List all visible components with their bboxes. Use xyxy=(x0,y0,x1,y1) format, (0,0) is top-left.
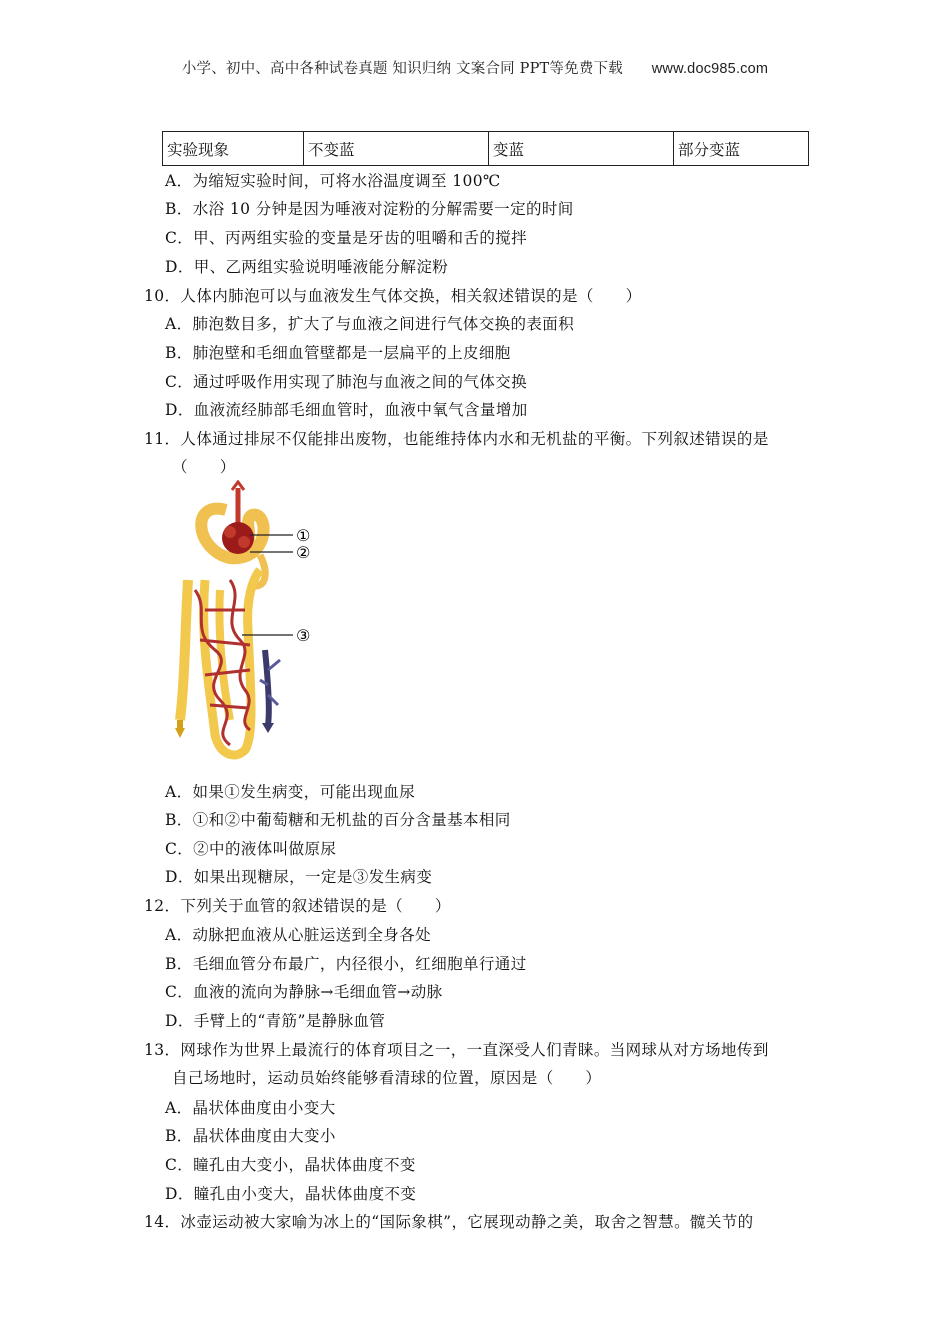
q12-option-b: B．毛细血管分布最广，内径很小，红细胞单行通过 xyxy=(165,955,527,973)
table-cell: 实验现象 xyxy=(163,132,304,166)
glomerulus xyxy=(222,522,254,554)
q9-option-a: A．为缩短实验时间，可将水浴温度调至 100℃ xyxy=(165,172,501,190)
header-text: 小学、初中、高中各种试卷真题 知识归纳 文案合同 PPT等免费下载 xyxy=(181,61,623,77)
vein-arrow-icon xyxy=(262,723,274,733)
q11-stem: 11．人体通过排尿不仅能排出废物，也能维持体内水和无机盐的平衡。下列叙述错误的是 xyxy=(144,430,769,448)
nephron-diagram xyxy=(160,480,330,770)
q12-option-c: C．血液的流向为静脉→毛细血管→动脉 xyxy=(165,983,443,1001)
q10-option-d: D．血液流经肺部毛细血管时，血液中氧气含量增加 xyxy=(165,401,528,419)
q9-option-b: B．水浴 10 分钟是因为唾液对淀粉的分解需要一定的时间 xyxy=(165,200,574,218)
table-cell: 不变蓝 xyxy=(304,132,489,166)
q13-option-a: A．晶状体曲度由小变大 xyxy=(165,1099,336,1117)
collecting-duct-arrow-icon xyxy=(175,728,185,738)
label-3: ③ xyxy=(296,626,311,645)
q12-option-d: D．手臂上的“青筋”是静脉血管 xyxy=(165,1012,386,1030)
q11-option-c: C．②中的液体叫做原尿 xyxy=(165,840,337,858)
label-1: ① xyxy=(296,526,311,545)
q13-option-d: D．瞳孔由小变大，晶状体曲度不变 xyxy=(165,1185,417,1203)
table-cell: 变蓝 xyxy=(489,132,674,166)
q9-option-c: C．甲、丙两组实验的变量是牙齿的咀嚼和舌的搅拌 xyxy=(165,229,528,247)
q13-stem: 13．网球作为世界上最流行的体育项目之一，一直深受人们青睐。当网球从对方场地传到 xyxy=(144,1041,769,1059)
q11-option-d: D．如果出现糖尿，一定是③发生病变 xyxy=(165,868,433,886)
table-row xyxy=(163,132,809,166)
q10-option-a: A．肺泡数目多，扩大了与血液之间进行气体交换的表面积 xyxy=(165,315,575,333)
header-url[interactable]: www.doc985.com xyxy=(651,61,769,77)
observation-table xyxy=(162,131,809,166)
q12-stem: 12．下列关于血管的叙述错误的是（ ） xyxy=(144,897,451,915)
table-cell: 部分变蓝 xyxy=(674,132,809,166)
q11-stem-cont: （ ） xyxy=(172,458,236,476)
q10-stem: 10．人体内肺泡可以与血液发生气体交换，相关叙述错误的是（ ） xyxy=(144,287,642,305)
q14-stem: 14．冰壶运动被大家喻为冰上的“国际象棋”，它展现动静之美，取舍之智慧。髋关节的 xyxy=(144,1213,754,1231)
q10-option-b: B．肺泡壁和毛细血管壁都是一层扁平的上皮细胞 xyxy=(165,344,511,362)
q13-option-b: B．晶状体曲度由大变小 xyxy=(165,1127,336,1145)
q12-option-a: A．动脉把血液从心脏运送到全身各处 xyxy=(165,926,431,944)
q10-option-c: C．通过呼吸作用实现了肺泡与血液之间的气体交换 xyxy=(165,373,528,391)
q13-option-c: C．瞳孔由大变小，晶状体曲度不变 xyxy=(165,1156,416,1174)
q13-stem-cont: 自己场地时，运动员始终能够看清球的位置，原因是（ ） xyxy=(172,1069,602,1087)
q11-option-b: B．①和②中葡萄糖和无机盐的百分含量基本相同 xyxy=(165,811,511,829)
q11-option-a: A．如果①发生病变，可能出现血尿 xyxy=(165,783,416,801)
page-header xyxy=(0,57,950,78)
q9-option-d: D．甲、乙两组实验说明唾液能分解淀粉 xyxy=(165,258,449,276)
label-2: ② xyxy=(296,543,311,562)
